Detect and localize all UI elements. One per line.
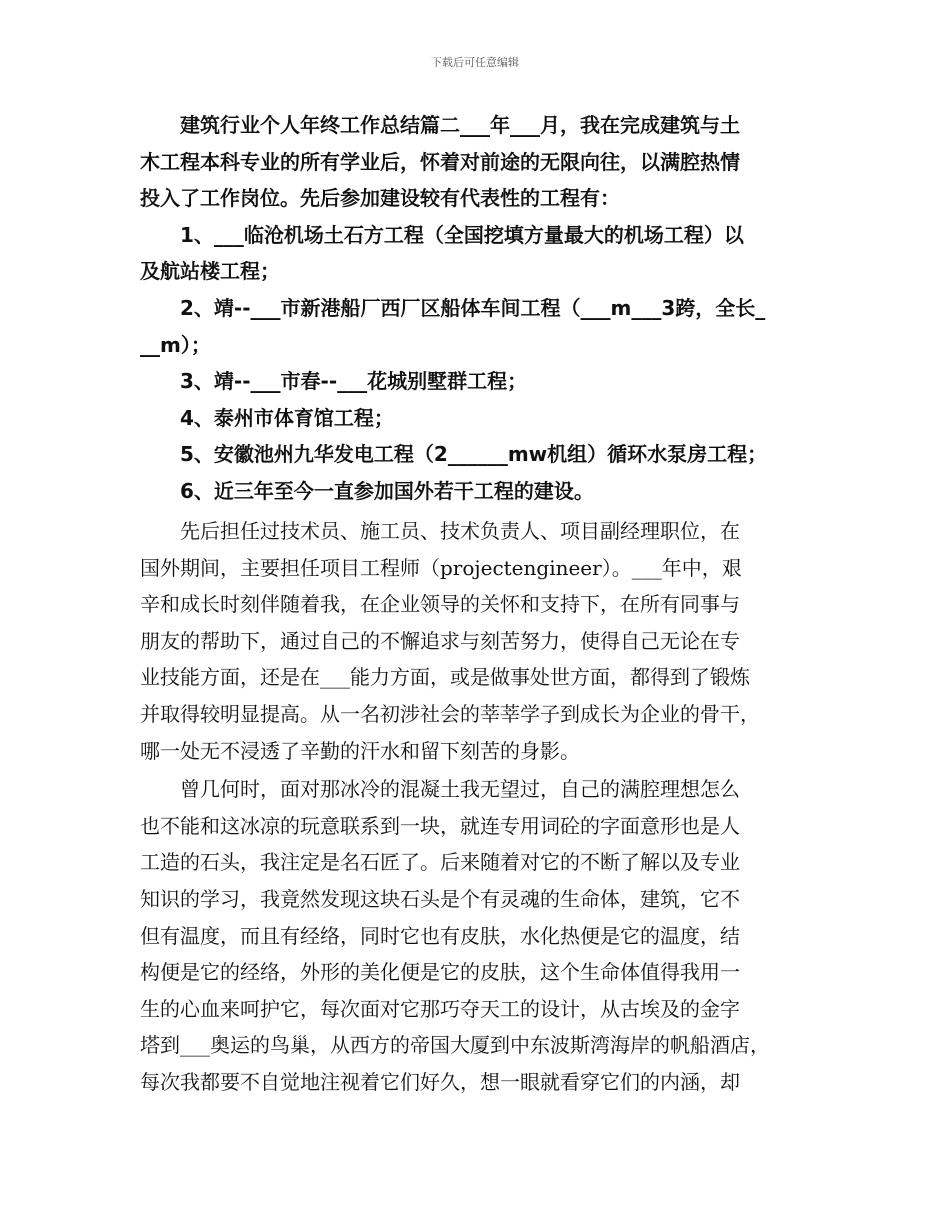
text-line: 也不能和这冰凉的玩意联系到一块，就连专用词砼的字面意形也是人 [140, 813, 740, 838]
text-line: 先后担任过技术员、施工员、技术负责人、项目副经理职位，在 [140, 519, 740, 543]
text-line: 塔到___奥运的鸟巢，从西方的帝国大厦到中东波斯湾海岸的帆船酒店， [140, 1033, 770, 1058]
regular-section [140, 513, 820, 1101]
text-line: 3、靖--___市春--___花城别墅群工程； [140, 369, 528, 394]
paragraph-2 [140, 771, 820, 1100]
text-line: 业技能方面，还是在___能力方面，或是做事处世方面，都得到了锻炼 [140, 665, 750, 690]
text-line: 工造的石头，我注定是名石匠了。后来随着对它的不断了解以及专业 [140, 850, 740, 875]
text-line: 木工程本科专业的所有学业后，怀着对前途的无限向往，以满腔热情 [140, 149, 740, 174]
text-line: 知识的学习，我竟然发现这块石头是个有灵魂的生命体，建筑，它不 [140, 886, 740, 911]
text-line: 6、近三年至今一直参加国外若干工程的建设。 [140, 478, 594, 503]
page-header: 下载后可任意编辑 [431, 56, 519, 69]
text-line: 及航站楼工程； [140, 259, 280, 284]
text-line: 每次我都要不自觉地注视着它们好久，想一眼就看穿它们的内涵，却 [140, 1069, 740, 1094]
text-line: 2、靖--___市新港船厂西厂区船体车间工程（___m___3跨，全长_ [140, 295, 766, 320]
text-line: 并取得较明显提高。从一名初涉社会的莘莘学子到成长为企业的骨干， [140, 701, 760, 726]
text-line: 生的心血来呵护它，每次面对它那巧夺天工的设计，从古埃及的金字 [140, 996, 740, 1021]
paragraph-1 [140, 513, 820, 769]
text-line: 国外期间，主要担任项目工程师（projectengineer）。___年中，艰 [140, 555, 742, 580]
text-line: __m）； [140, 332, 211, 357]
text-line: 哪一处无不浸透了辛勤的汗水和留下刻苦的身影。 [140, 738, 580, 763]
text-line: 5、安徽池州九华发电工程（2______mw机组）循环水泵房工程； [140, 442, 768, 467]
text-line: 投入了工作岗位。先后参加建设较有代表性的工程有： [140, 186, 620, 211]
text-line: 建筑行业个人年终工作总结篇二___年___月，我在完成建筑与土 [140, 113, 740, 137]
text-line: 朋友的帮助下，通过自己的不懈追求与刻苦努力，使得自己无论在专 [140, 628, 740, 653]
text-line: 构便是它的经络，外形的美化便是它的皮肤，这个生命体值得我用一 [140, 960, 740, 985]
text-line: 曾几何时，面对那冰冷的混凝土我无望过，自己的满腔理想怎么 [140, 777, 740, 802]
text-line: 4、泰州市体育馆工程； [140, 405, 394, 430]
text-line: 1、___临沧机场土石方工程（全国挖填方量最大的机场工程）以 [140, 222, 744, 247]
text-line: 但有温度，而且有经络，同时它也有皮肤，水化热便是它的温度，结 [140, 923, 740, 948]
text-line: 辛和成长时刻伴随着我，在企业领导的关怀和支持下，在所有同事与 [140, 592, 740, 617]
bold-section [140, 107, 820, 510]
